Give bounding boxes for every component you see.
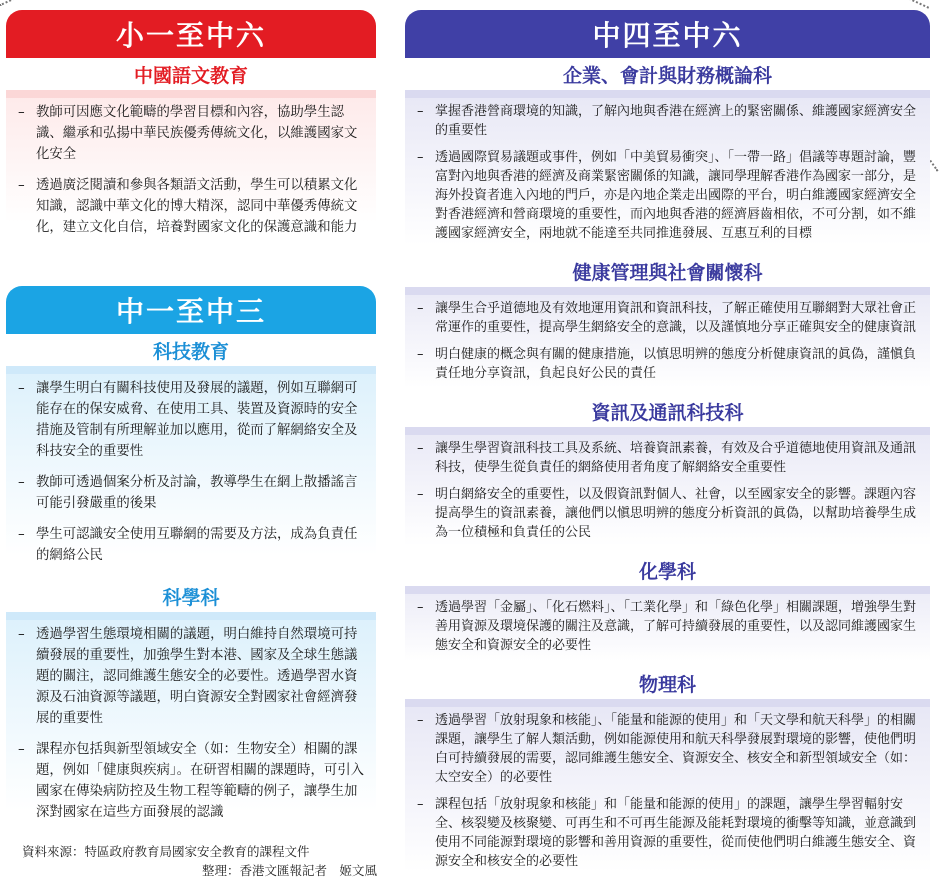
subject-title: 企業、會計與財務概論科: [405, 58, 930, 90]
divider-band: [405, 586, 930, 594]
subject-card: [6, 334, 376, 580]
section-header: 小一至中六: [6, 10, 376, 58]
list-item: – 明白健康的概念與有關的健康措施，以慎思明辨的態度分析健康資訊的眞偽，謹愼負責任地分享資訊，負起良好公民的責任: [413, 345, 922, 383]
primary-section: [6, 10, 376, 280]
senior-section: [405, 10, 930, 885]
subject-title: 科技教育: [6, 334, 376, 366]
list-item: – 透過學習「金屬」、「化石燃料」、「工業化學」和「綠色化學」相關課題，增強學生對善用資源及環境保護的關注及意識，了解可持續發展的重要性，以及認同維護國家生態安全和資源安全的必要性: [413, 598, 922, 655]
divider-band: [6, 366, 376, 374]
subject-title: 健康管理與社會關懷科: [405, 255, 930, 287]
subject-card: [405, 58, 930, 255]
item-list: [405, 435, 930, 554]
subject-card: [405, 395, 930, 554]
item-list: [405, 98, 930, 255]
section-header: 中一至中三: [6, 286, 376, 334]
item-list: [6, 620, 376, 837]
list-item: – 讓學生學習資訊科技工具及系統、培養資訊素養，有效及合乎道德地使用資訊及通訊科技，使學生從負責任的網絡使用者角度了解網絡安全重要性: [413, 439, 922, 477]
subject-title: 物理科: [405, 667, 930, 699]
subject-title: 中國語文教育: [6, 58, 376, 90]
divider-band: [405, 427, 930, 435]
list-item: – 透過國際貿易議題或事件，例如「中美貿易衝突」、「一帶一路」倡議等專題討論，豐富對內地與香港的經濟及商業緊密關係的知識，讓同學理解香港作為國家一部分，是海外投資者進入內地的門戶，亦是內地企業走出國際的平台，明白維護國家經濟安全對香港經濟和營商環境的重要性，而內地與香港的經濟唇齒相依，不可分割，如不維護國家經濟安全，兩地就不能達至共同推進發展、互惠互利的目標: [413, 148, 922, 243]
divider-band: [405, 699, 930, 707]
editor-line: 整理：香港文匯報記者 姬文風: [201, 863, 377, 878]
item-list: [405, 707, 930, 883]
source-line: 資料來源：特區政府教育局國家安全教育的課程文件: [22, 844, 310, 859]
subject-title: 資訊及通訊科技科: [405, 395, 930, 427]
subject-card: [6, 580, 376, 837]
list-item: – 透過學習「放射現象和核能」、「能量和能源的使用」和「天文學和航天科學」的相關課題，讓學生了解人類活動，例如能源使用和航天科學發展對環境的影響，使他們明白可持續發展的需要，認同維護生態安全、資源安全、核安全和新型領域安全（如：太空安全）的必要性: [413, 711, 922, 787]
list-item: – 讓學生合乎道德地及有效地運用資訊和資訊科技，了解正確使用互聯網對大眾社會正常運作的重要性，提高學生網絡安全的意識，以及謹慎地分享正確與安全的健康資訊: [413, 299, 922, 337]
list-item: – 明白網絡安全的重要性，以及假資訊對個人、社會，以至國家安全的影響。課題內容提高學生的資訊素養，讓他們以愼思明辨的態度分析資訊的眞偽，以幫助培養學生成為一位積極和負責任的公民: [413, 485, 922, 542]
subject-card: [405, 554, 930, 667]
list-item: – 課程亦包括與新型領域安全（如：生物安全）相關的課題，例如「健康與疾病」。在研習相關的課題時，可引入國家在傳染病防控及生物工程等範疇的例子，讓學生加深對國家在這些方面發展的認識: [14, 739, 368, 823]
item-list: [6, 374, 376, 580]
divider-band: [6, 612, 376, 620]
section-header: 中四至中六: [405, 10, 930, 58]
list-item: – 透過學習生態環境相關的議題，明白維持自然環境可持續發展的重要性，加強學生對本港、國家及全球生態議題的關注，認同維護生態安全的必要性。透過學習水資源及石油資源等議題，明白資源安全對國家社會經濟發展的重要性: [14, 624, 368, 729]
list-item: – 教師可透過個案分析及討論，教導學生在網上散播謠言可能引發嚴重的後果: [14, 472, 368, 514]
divider-band: [6, 90, 376, 98]
subject-title: 科學科: [6, 580, 376, 612]
item-list: [405, 594, 930, 667]
item-list: [405, 295, 930, 395]
source-note: [22, 842, 377, 880]
list-item: – 透過廣泛閱讀和參與各類語文活動，學生可以積累文化知識，認識中華文化的博大精深，認同中華優秀傳統文化，建立文化自信，培養對國家文化的保護意識和能力: [14, 175, 368, 238]
junior-section: [6, 286, 376, 846]
list-item: – 掌握香港營商環境的知識，了解內地與香港在經濟上的緊密關係、維護國家經濟安全的重要性: [413, 102, 922, 140]
subject-card: [405, 255, 930, 395]
divider-band: [405, 90, 930, 98]
subject-card: [6, 58, 376, 252]
subject-card: [405, 667, 930, 883]
item-list: [6, 98, 376, 252]
list-item: – 教師可因應文化範疇的學習目標和內容，協助學生認識、繼承和弘揚中華民族優秀傳統文化，以維護國家文化安全: [14, 102, 368, 165]
subject-title: 化學科: [405, 554, 930, 586]
list-item: – 學生可認識安全使用互聯網的需要及方法，成為負責任的網絡公民: [14, 524, 368, 566]
list-item: – 讓學生明白有關科技使用及發展的議題，例如互聯網可能存在的保安威脅、在使用工具、裝置及資源時的安全措施及管制有所理解並加以應用，從而了解網絡安全及科技安全的重要性: [14, 378, 368, 462]
list-item: – 課程包括「放射現象和核能」和「能量和能源的使用」的課題，讓學生學習輻射安全、核裂變及核聚變、可再生和不可再生能源及能耗對環境的衝擊等知識，並意識到使用不同能源對環境的影響和善用資源的重要性，從而使他們明白維護生態安全、資源安全和核安全的必要性: [413, 795, 922, 871]
divider-band: [405, 287, 930, 295]
